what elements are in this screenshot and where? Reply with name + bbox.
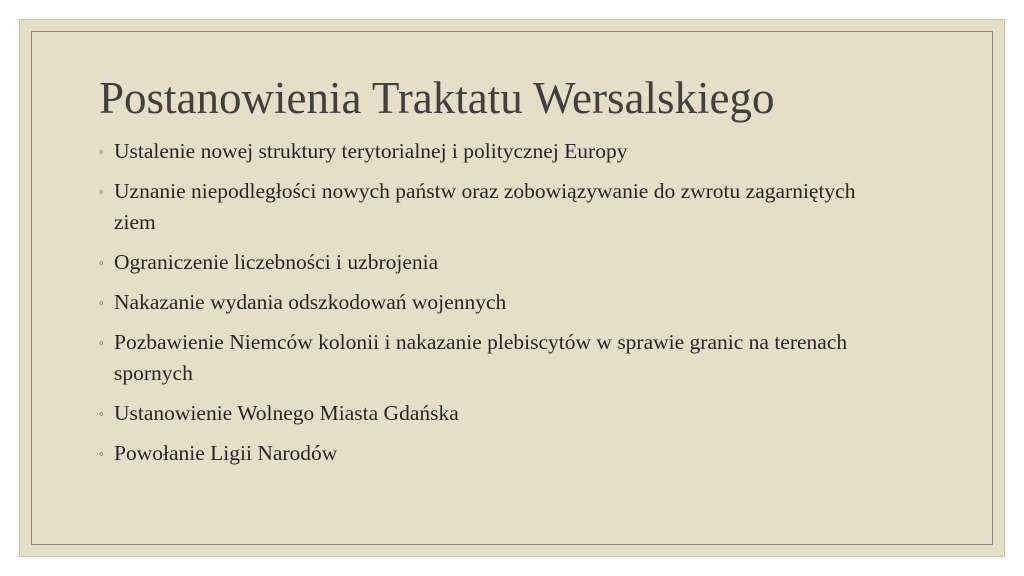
bullet-text: Ograniczenie liczebności i uzbrojenia — [114, 250, 439, 274]
bullet-list — [99, 136, 879, 478]
bullet-text: Uznanie niepodległości nowych państw oraz zobowiązywanie do zwrotu zagarniętych ziem — [114, 179, 856, 234]
bullet-text: Ustalenie nowej struktury terytorialnej i politycznej Europy — [114, 139, 628, 163]
slide-title: Postanowienia Traktatu Wersalskiego — [99, 73, 775, 123]
bullet-text: Powołanie Ligii Narodów — [114, 441, 338, 465]
bullet-circle-icon: ◦ — [99, 295, 104, 310]
bullet-item — [99, 438, 879, 469]
bullet-circle-icon: ◦ — [99, 335, 104, 350]
bullet-text: Nakazanie wydania odszkodowań wojennych — [114, 290, 507, 314]
bullet-circle-icon: ◦ — [99, 144, 104, 159]
bullet-item — [99, 176, 879, 238]
bullet-item — [99, 136, 879, 167]
bullet-circle-icon: ◦ — [99, 446, 104, 461]
bullet-item — [99, 327, 879, 389]
bullet-item — [99, 398, 879, 429]
bullet-circle-icon: ◦ — [99, 406, 104, 421]
bullet-item — [99, 287, 879, 318]
bullet-circle-icon: ◦ — [99, 184, 104, 199]
bullet-circle-icon: ◦ — [99, 255, 104, 270]
bullet-item — [99, 247, 879, 278]
slide — [19, 19, 1005, 557]
bullet-text: Pozbawienie Niemców kolonii i nakazanie plebiscytów w sprawie granic na terenach spornych — [114, 330, 848, 385]
bullet-text: Ustanowienie Wolnego Miasta Gdańska — [114, 401, 459, 425]
